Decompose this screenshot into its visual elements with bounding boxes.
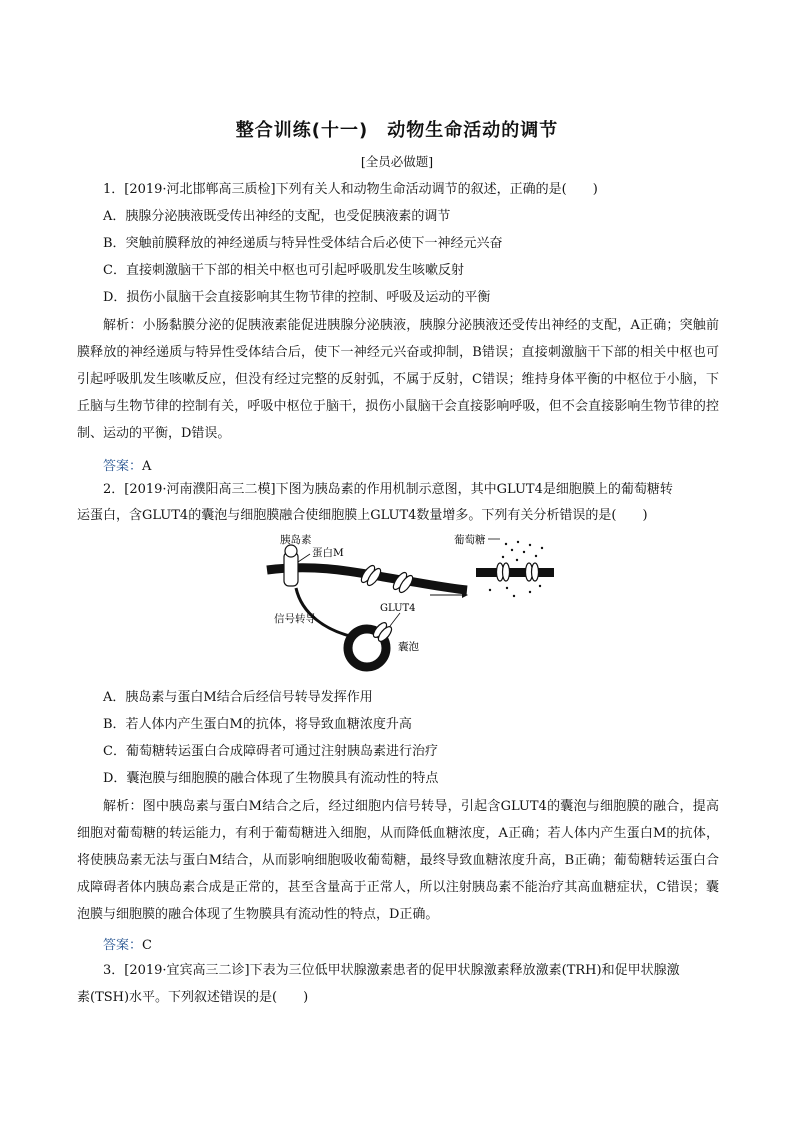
protein-m-label: 蛋白M (312, 547, 344, 559)
q2-answer (103, 934, 152, 953)
right-glut4-1 (497, 563, 510, 581)
signal-transduction-path (296, 588, 350, 636)
q2-answer-value: C (142, 938, 152, 953)
q2-answer-label: 答案： (103, 938, 143, 953)
q1-stem: 1．[2019·河北邯郸高三质检]下列有关人和动物生命活动调节的叙述，正确的是( ) (103, 182, 598, 197)
q1-option-a: A．胰腺分泌胰液既受传出神经的支配，也受促胰液素的调节 (103, 209, 451, 224)
right-glut4-2 (526, 563, 539, 581)
glucose-label: 葡萄糖 (454, 534, 486, 546)
vesicle-glut4 (371, 621, 394, 644)
q2-stem-line2: 运蛋白，含GLUT4的囊泡与细胞膜融合使细胞膜上GLUT4数量增多。下列有关分析错误的是( ) (77, 508, 648, 523)
q2-option-c: C．葡萄糖转运蛋白合成障碍者可通过注射胰岛素进行治疗 (103, 744, 438, 759)
q3-stem-line2: 素(TSH)水平。下列叙述错误的是( ) (77, 990, 309, 1005)
q1-option-b: B．突触前膜释放的神经递质与特异性受体结合后必使下一神经元兴奋 (103, 236, 503, 251)
q1-option-d: D．损伤小鼠脑干会直接影响其生物节律的控制、呼吸及运动的平衡 (103, 290, 491, 305)
q1-analysis: 解析：小肠黏膜分泌的促胰液素能促进胰腺分泌胰液，胰腺分泌胰液还受传出神经的支配，A正确；突触前膜释放的神经递质与特异性受体结合后，使下一神经元兴奋或抑制，B错误；直接刺激脑干下部的相关中枢也可引起呼吸肌发生咳嗽反应，但没有经过完整的反射弧，不属于反射，C错误；维持身体平衡的中枢位于小脑，下丘脑与生物节律的控制有关，呼吸中枢位于脑干，损伤小鼠脑干会直接影响呼吸，但不会直接影响生物节律的控制、运动的平衡，D错误。 (77, 318, 719, 441)
page-title: 整合训练(十一) 动物生命活动的调节 (235, 120, 559, 141)
section-heading: [全员必做题] (360, 154, 434, 169)
q2-option-b: B．若人体内产生蛋白M的抗体，将导致血糖浓度升高 (103, 717, 412, 732)
insulin-label: 胰岛素 (280, 534, 312, 546)
signal-label: 信号转导 (274, 613, 316, 625)
q2-option-d: D．囊泡膜与细胞膜的融合体现了生物膜具有流动性的特点 (103, 771, 439, 786)
q1-option-c: C．直接刺激脑干下部的相关中枢也可引起呼吸肌发生咳嗽反射 (103, 263, 464, 278)
insulin-mechanism-diagram (262, 530, 562, 680)
cell-membrane-right (476, 568, 554, 577)
q1-answer (103, 455, 151, 474)
q1-answer-label: 答案： (103, 459, 143, 474)
membrane-glut4-1 (359, 564, 383, 588)
q2-stem-line1: 2．[2019·河南濮阳高三二模]下图为胰岛素的作用机制示意图，其中GLUT4是细胞膜上的葡萄糖转 (103, 482, 673, 497)
q3-stem-line1: 3．[2019·宜宾高三二诊]下表为三位低甲状腺激素患者的促甲状腺激素释放激素(TRH)和促甲状腺激 (103, 963, 680, 978)
q2-analysis: 解析：图中胰岛素与蛋白M结合之后，经过细胞内信号转导，引起含GLUT4的囊泡与细胞膜的融合，提高细胞对葡萄糖的转运能力，有利于葡萄糖进入细胞，从而降低血糖浓度，A正确；若人体内产生蛋白M的抗体，将使胰岛素无法与蛋白M结合，从而影响细胞吸收葡萄糖，最终导致血糖浓度升高，B正确；葡萄糖转运蛋白合成障碍者体内胰岛素合成是正常的，甚至含量高于正常人，所以注射胰岛素不能治疗其高血糖症状，C错误；囊泡膜与细胞膜的融合体现了生物膜具有流动性的特点，D正确。 (77, 799, 719, 922)
q2-option-a: A．胰岛素与蛋白M结合后经信号转导发挥作用 (103, 690, 373, 705)
q1-answer-value: A (142, 459, 152, 474)
insulin-molecule (285, 545, 297, 557)
glut4-label: GLUT4 (380, 603, 416, 614)
membrane-glut4-2 (391, 571, 415, 595)
vesicle-label: 囊泡 (398, 641, 419, 653)
